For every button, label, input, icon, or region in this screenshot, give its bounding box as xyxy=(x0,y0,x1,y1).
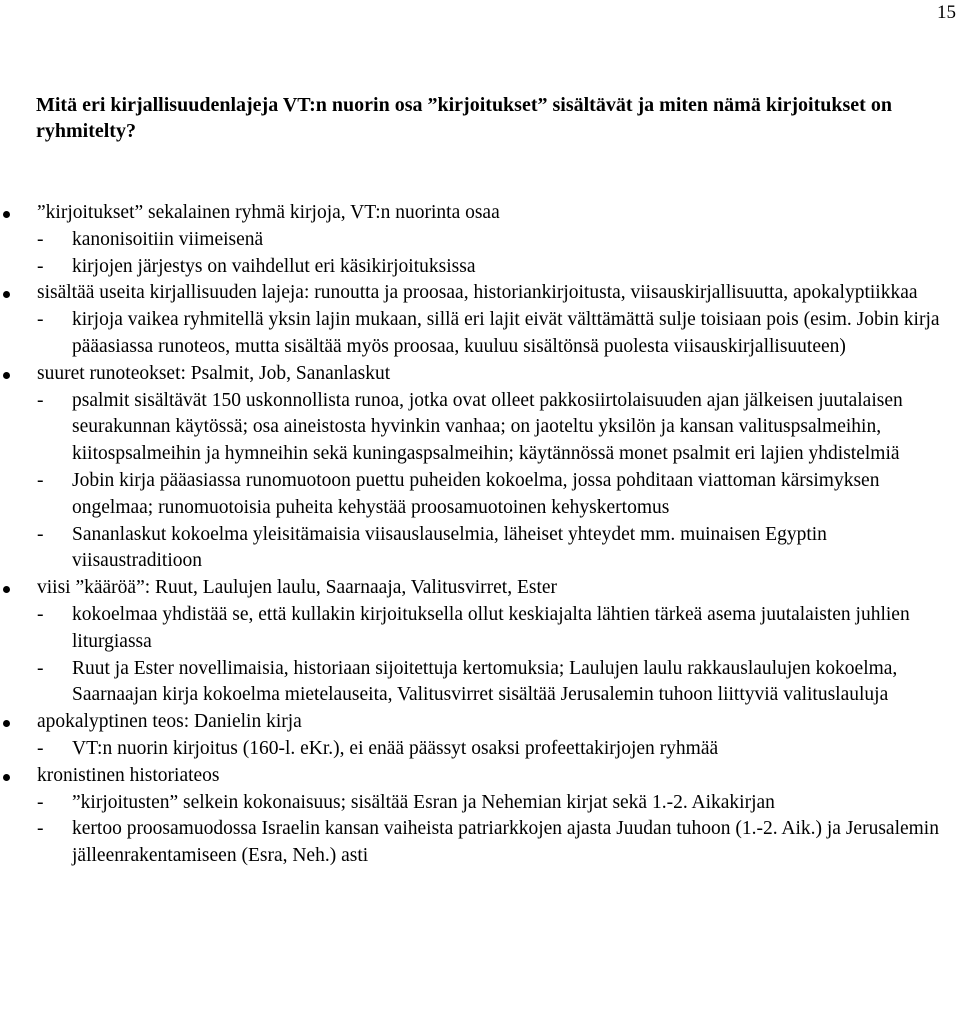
sub-item-text: ”kirjoitusten” selkein kokonaisuus; sisältää Esran ja Nehemian kirjat sekä 1.-2. Aikakirjan xyxy=(72,791,775,813)
bullet-dot-icon xyxy=(3,211,10,218)
bullet-text: apokalyptinen teos: Danielin kirja xyxy=(37,711,302,733)
sub-item xyxy=(0,468,960,522)
sub-item xyxy=(0,656,960,710)
sub-item xyxy=(0,227,960,254)
bullet-dot-icon xyxy=(3,720,10,727)
dash-marker: - xyxy=(37,228,44,250)
sub-item-text: kertoo proosamuodossa Israelin kansan vaiheista patriarkkojen ajasta Juudan tuhoon (1.-2. Aik.) ja Jerusalemin jälleenrakentamiseen (Esra, Neh.) asti xyxy=(72,818,939,867)
dash-marker: - xyxy=(37,389,44,411)
sub-item xyxy=(0,602,960,656)
sub-item-text: Sananlaskut kokoelma yleisitämaisia viisauslauselmia, läheiset yhteydet mm. muinaisen Egyptin viisaustraditioon xyxy=(72,523,827,572)
bullet-text: suuret runoteokset: Psalmit, Job, Sananlaskut xyxy=(37,362,391,384)
dash-marker: - xyxy=(37,603,44,625)
sub-item-text: kirjoja vaikea ryhmitellä yksin lajin mukaan, sillä eri lajit eivät välttämättä sulje toisiaan pois (esim. Jobin kirja pääasiassa runoteos, mutta sisältää myös proosaa, kuuluu sisältönsä puolesta viisauskirjallisuuteen) xyxy=(72,309,940,357)
sub-item xyxy=(0,790,960,817)
sub-item-text: kanonisoitiin viimeisenä xyxy=(72,228,264,250)
sub-item-text: psalmit sisältävät 150 uskonnollista runoa, jotka ovat olleet pakkosiirtolaisuuden ajan jälkeisen juutalaisen seurakunnan käytössä; osa aineistosta hyvinkin vanhaa; on jaoteltu yksilön ja kansan valituspsalmeihin, kiitospsalmeihin ja hymneihin sekä kuningaspsalmeihin; käytännössä monet psalmit eri lajien yhdistelmiä xyxy=(72,389,903,465)
dash-marker: - xyxy=(37,523,44,545)
sub-item-text: kokoelmaa yhdistää se, että kullakin kirjoituksella ollut keskiajalta lähtien tärkeä asema juutalaisten juhlien liturgiassa xyxy=(72,603,910,652)
bullet-dot-icon xyxy=(3,586,10,593)
bullet-text: ”kirjoitukset” sekalainen ryhmä kirjoja, VT:n nuorinta osaa xyxy=(37,202,500,223)
bullet-item xyxy=(0,280,960,307)
dash-marker: - xyxy=(37,818,44,840)
sub-item xyxy=(0,254,960,281)
sub-item-text: kirjojen järjestys on vaihdellut eri käsikirjoituksissa xyxy=(72,255,476,277)
dash-marker: - xyxy=(37,737,44,759)
bullet-text: kronistinen historiateos xyxy=(37,764,220,786)
bullet-item xyxy=(0,575,960,602)
bullet-item xyxy=(0,763,960,790)
sub-item xyxy=(0,307,960,361)
sub-item-text: Jobin kirja pääasiassa runomuotoon puettu puheiden kokoelma, jossa pohditaan viattoman kärsimyksen ongelmaa; runomuotoisia puheita kehystää proosamuotoinen kehyskertomus xyxy=(72,469,880,518)
sub-item xyxy=(0,522,960,576)
sub-item-text: Ruut ja Ester novellimaisia, historiaan sijoitettuja kertomuksia; Laulujen laulu rakkauslaulujen kokoelma, Saarnaajan kirja kokoelma mietelauseita, Valitusvirret sisältää Jerusalemin tuhoon liittyviä valituslauluja xyxy=(72,657,898,706)
dash-marker: - xyxy=(37,255,44,277)
bullet-text: viisi ”kääröä”: Ruut, Laulujen laulu, Saarnaaja, Valitusvirret, Ester xyxy=(37,577,558,599)
bullet-dot-icon xyxy=(3,774,10,781)
page-number: 15 xyxy=(937,2,956,23)
bullet-dot-icon xyxy=(3,372,10,379)
dash-marker: - xyxy=(37,309,44,331)
bullet-text: sisältää useita kirjallisuuden lajeja: runoutta ja proosaa, historiankirjoitusta, viisauskirjallisuutta, apokalyptiikkaa xyxy=(37,282,918,304)
bullet-dot-icon xyxy=(3,291,10,298)
bullet-item xyxy=(0,200,960,227)
dash-marker: - xyxy=(37,469,44,491)
sub-item xyxy=(0,816,960,870)
bullet-item xyxy=(0,709,960,736)
sub-item xyxy=(0,736,960,763)
dash-marker: - xyxy=(37,657,44,679)
bullet-list xyxy=(0,200,960,870)
sub-item-text: VT:n nuorin kirjoitus (160-l. eKr.), ei enää päässyt osaksi profeettakirjojen ryhmää xyxy=(72,737,719,759)
page-heading: Mitä eri kirjallisuudenlajeja VT:n nuorin osa ”kirjoitukset” sisältävät ja miten nämä kirjoitukset on ryhmitelty? xyxy=(36,94,892,142)
sub-item xyxy=(0,388,960,468)
dash-marker: - xyxy=(37,791,44,813)
bullet-item xyxy=(0,361,960,388)
